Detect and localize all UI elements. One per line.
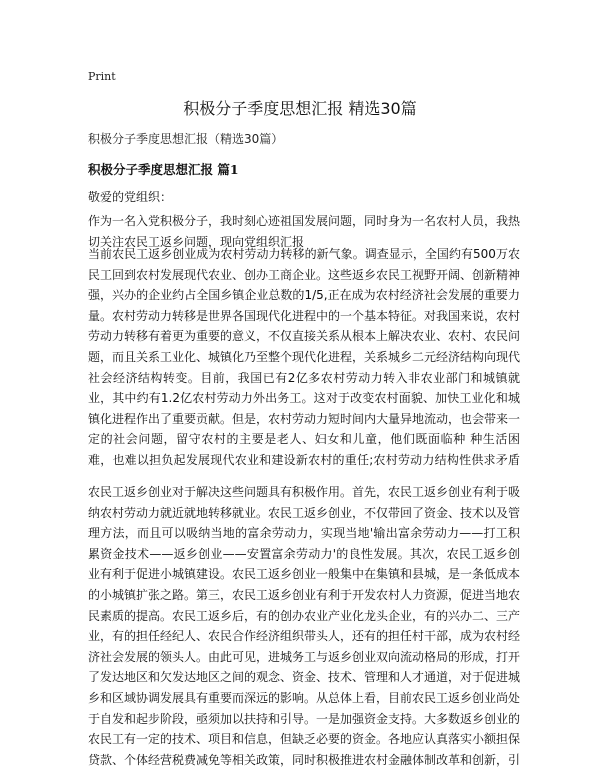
print-link[interactable]: Print bbox=[88, 70, 116, 83]
salutation: 敬爱的党组织： bbox=[88, 190, 173, 204]
document-subtitle: 积极分子季度思想汇报（精选30篇） bbox=[88, 132, 284, 146]
section-heading: 积极分子季度思想汇报 篇1 bbox=[88, 162, 239, 177]
paragraph-analysis: 农民工返乡创业对于解决这些问题具有积极作用。首先，农民工返乡创业有利于吸纳农村劳动力就近就地转移就业。农民工返乡创业，不仅带回了资金、技术以及管理方法，而且可以吸纳当地的富余劳动力，实现当地'输出富余劳动力——打工积累资金技术——返乡创业——安置富余劳动力'的良性发展。其次，农民工返乡创业有利于促进小城镇建设。农民工返乡创业一般集中在集镇和县城，是一条低成本的小城镇扩张之路。第三，农民工返乡创业有利于开发农村人力资源，促进当地农民素质的提高。农民工返乡后，有的创办农业产业化龙头企业，有的兴办二、三产业，有的担任经纪人、农民合作经济组织带头人，还有的担任村干部，成为农村经济社会发展的领头人。由此可见，进城务工与返乡创业双向流动格局的形成，打开了发达地区和欠发达地区之间的观念、资金、技术、管理和人才通道，对于促进城乡和区域协调发展具有重要而深远的影响。从总体上看，目前农民工返乡创业尚处于自发和起步阶段，亟须加以扶持和引导。一是加强资金支持。大多数返乡创业的农民工有一定的技术、项目和信息，但缺乏必要的资金。各地应认真落实小额担保贷款、个体经营税费减免等相关政策，同时积极推进农村金融体制改革和创新，引 bbox=[88, 485, 520, 767]
paragraph-intro: 作为一名入党积极分子，我时刻心迹祖国发展问题，同时身为一名农村人员，我热切关注农民工返乡问题，现向党组织汇报 bbox=[88, 214, 520, 249]
document-title: 积极分子季度思想汇报 精选30篇 bbox=[183, 99, 417, 118]
paragraph-background: 当前农民工返乡创业成为农村劳动力转移的新气象。调查显示，全国约有500万农民工回到农村发展现代农业、创办工商企业。这些返乡农民工视野开阔、创新精神强，兴办的企业约占全国乡镇企业总数的1/5,正在成为农村经济社会发展的重要力量。农村劳动力转移是世界各国现代化进程中的一个基本特征。对我国来说，农村劳动力转移有着更为重要的意义，不仅直接关系从根本上解决农业、农村、农民问题，而且关系工业化、城镇化乃至整个现代化进程，关系城乡二元经济结构向现代社会经济结构转变。目前，我国已有2亿多农村劳动力转入非农业部门和城镇就业，其中约有1.2亿农村劳动力外出务工。这对于改变农村面貌、加快工业化和城镇化进程作出了重要贡献。但是，农村劳动力短时间内大量异地流动，也会带来一定的社会问题，留守农村的主要是老人、妇女和儿童，他们既面临种 种生活困难，也难以担负起发展现代农业和建设新农村的重任;农村劳动力结构性供求矛盾 bbox=[88, 247, 520, 467]
